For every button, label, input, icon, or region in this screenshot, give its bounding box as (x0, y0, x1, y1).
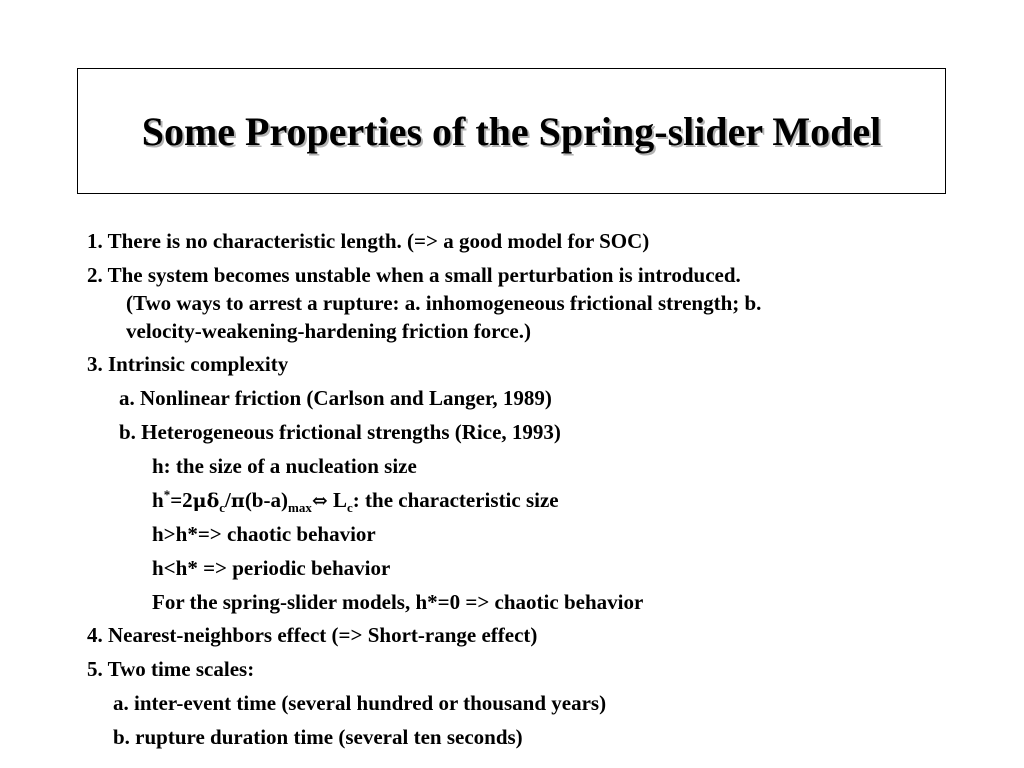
formula-pi: π (230, 490, 245, 512)
equivalence-arrow-icon: ⇔ (311, 490, 328, 512)
item-2-note-line-1: (Two ways to arrest a rupture: a. inhomogeneous frictional strength; b. (126, 291, 762, 315)
item-1: 1. There is no characteristic length. (=> a good model for SOC) (87, 229, 650, 253)
slide-title: Some Properties of the Spring-slider Model (141, 108, 882, 154)
nucleation-formula (152, 487, 559, 514)
item-3b-h-definition: h: the size of a nucleation size (152, 454, 417, 478)
item-3b-chaotic: h>h*=> chaotic behavior (152, 522, 376, 546)
item-2: 2. The system becomes unstable when a small perturbation is introduced. (87, 263, 741, 287)
item-5a: a. inter-event time (several hundred or thousand years) (113, 691, 607, 715)
formula-delta: δ (206, 490, 220, 512)
formula-mu: μ (192, 490, 207, 512)
item-3a: a. Nonlinear friction (Carlson and Langer, 1989) (119, 386, 552, 410)
item-3: 3. Intrinsic complexity (87, 352, 289, 376)
formula-ba: (b-a) (244, 488, 288, 512)
item-4: 4. Nearest-neighbors effect (=> Short-range effect) (87, 623, 538, 647)
formula-L-sub: c (347, 500, 353, 515)
formula-h: h (152, 488, 164, 512)
item-3b-periodic: h<h* => periodic behavior (152, 556, 391, 580)
item-5: 5. Two time scales: (87, 657, 255, 681)
formula-L: L (327, 488, 348, 512)
title-box (77, 68, 946, 194)
item-3b-spring-slider: For the spring-slider models, h*=0 => chaotic behavior (152, 590, 644, 614)
formula-rest: : the characteristic size (352, 488, 559, 512)
formula-star: * (163, 487, 171, 502)
item-5b: b. rupture duration time (several ten seconds) (113, 725, 523, 749)
formula-slash: / (225, 488, 231, 512)
item-2-note-line-2: velocity-weakening-hardening friction force.) (126, 319, 531, 343)
formula-delta-sub: c (219, 500, 226, 515)
formula-max-sub: max (287, 500, 312, 515)
formula-eq: =2 (170, 488, 193, 512)
item-3b: b. Heterogeneous frictional strengths (Rice, 1993) (119, 420, 561, 444)
